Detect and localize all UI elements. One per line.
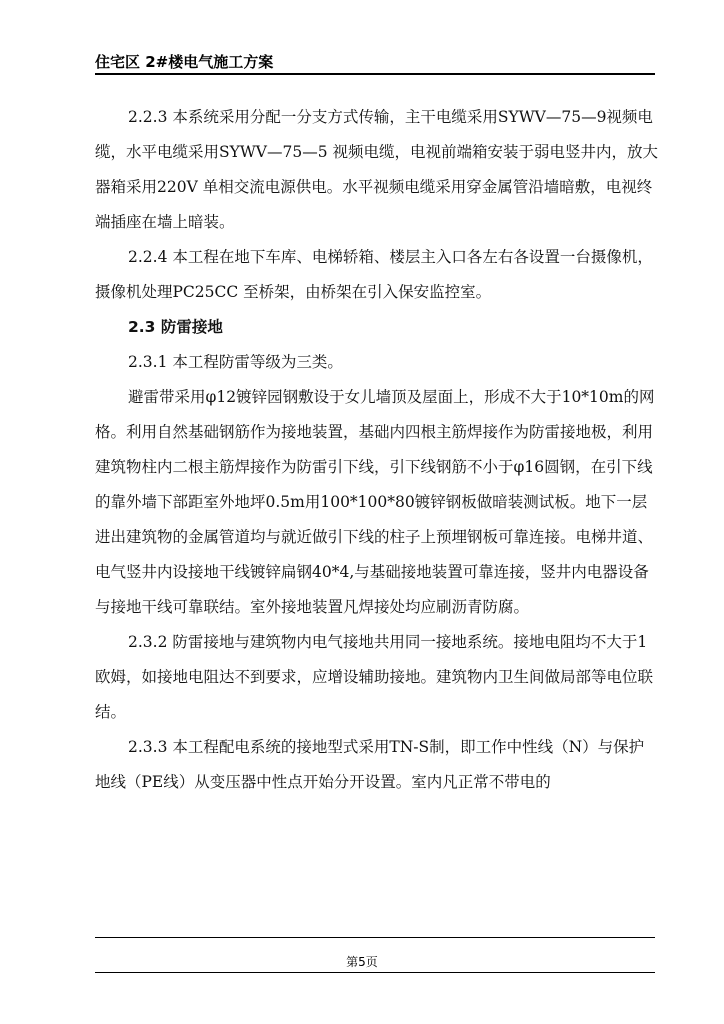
footer-rule-bottom: [95, 972, 655, 973]
paragraph-2-2-4: 2.2.4 本工程在地下车库、电梯轿箱、楼层主入口各左右各设置一台摄像机，摄像机处理PC25CC 至桥架，由桥架在引入保安监控室。: [95, 248, 653, 301]
paragraph-2-2-3: 2.2.3 本系统采用分配一分支方式传输，主干电缆采用SYWV—75—9视频电缆，水平电缆采用SYWV—75—5 视频电缆，电视前端箱安装于弱电竖井内，放大器箱采用220V 单相交流电源供电。水平视频电缆采用穿金属管沿墙暗敷，电视终端插座在墙上暗装。: [95, 108, 658, 231]
footer-rule-top: [95, 937, 655, 938]
paragraph-2-3-2: 2.3.2 防雷接地与建筑物内电气接地共用同一接地系统。接地电阻均不大于1欧姆，如接地电阻达不到要求，应增设辅助接地。建筑物内卫生间做局部等电位联结。: [95, 633, 654, 721]
document-body: [95, 100, 659, 800]
paragraph-lightning-belt: 避雷带采用φ12镀锌园钢敷设于女儿墙顶及屋面上，形成不大于10*10m的网格。利用自然基础钢筋作为接地装置，基础内四根主筋焊接作为防雷接地极，利用建筑物柱内二根主筋焊接作为防雷引下线，引下线钢筋不小于φ16圆钢，在引下线的靠外墙下部距室外地坪0.5m用100*100*80镀锌钢板做暗装测试板。地下一层进出建筑物的金属管道均与就近做引下线的柱子上预埋钢板可靠连接。电梯井道、电气竖井内设接地干线镀锌扁钢40*4,与基础接地装置可靠连接，竖井内电器设备与接地干线可靠联结。室外接地装置凡焊接处均应刷沥青防腐。: [95, 388, 655, 616]
paragraph-2-3-1: 2.3.1 本工程防雷等级为三类。: [128, 353, 343, 371]
header-rule: [95, 73, 655, 75]
paragraph-2-3-3: 2.3.3 本工程配电系统的接地型式采用TN-S制，即工作中性线（N）与保护地线（PE线）从变压器中性点开始分开设置。室内凡正常不带电的: [95, 738, 645, 791]
page-header-title: 住宅区 2#楼电气施工方案: [95, 53, 274, 71]
section-heading-2-3: 2.3 防雷接地: [128, 318, 223, 336]
page-number: 第5页: [346, 955, 378, 969]
